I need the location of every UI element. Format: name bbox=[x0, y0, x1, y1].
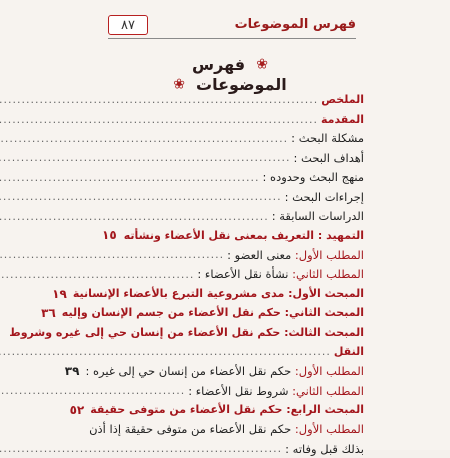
toc-entry-text: المبحث الثالث: حكم نقل الأعضاء من إنسان حي إلى غيره وشروط bbox=[9, 325, 364, 339]
toc-entry-text: منهج البحث وحدوده : bbox=[262, 170, 364, 185]
toc-entry bbox=[102, 109, 364, 128]
toc-entry-label bbox=[90, 403, 364, 416]
toc-entry-prefix: المطلب الأول: bbox=[294, 422, 364, 437]
toc-entry-text: إجراءات البحث : bbox=[284, 189, 364, 204]
toc-entry-page-number: ١٥ bbox=[102, 228, 117, 243]
toc-entry-prefix: المطلب الأول: bbox=[294, 364, 364, 379]
toc-entry-text: المبحث الأول: مدى مشروعية التبرع بالأعضاء الإنسانية bbox=[72, 287, 364, 301]
header-title: فهرس الموضوعات bbox=[234, 17, 356, 32]
running-header bbox=[108, 16, 356, 39]
toc-entry-label bbox=[197, 267, 364, 281]
toc-entry-text: المقدمة bbox=[320, 112, 364, 126]
toc-entry bbox=[102, 129, 364, 148]
toc-entry-text: معنى العضو : bbox=[227, 247, 295, 262]
toc-entry-text: الدراسات السابقة : bbox=[271, 209, 364, 224]
page-title: فهرس الموضوعات bbox=[192, 55, 287, 94]
toc-entry-page-number: ٣٩ bbox=[64, 364, 80, 379]
flower-ornament-icon: ❀ bbox=[173, 76, 185, 93]
toc-entry bbox=[41, 303, 364, 322]
toc-entry bbox=[102, 439, 364, 458]
dot-leader bbox=[0, 132, 288, 145]
toc-entry-label bbox=[272, 209, 364, 223]
toc-entry bbox=[102, 342, 364, 361]
toc-entry-page-number: ١٩ bbox=[52, 286, 67, 301]
toc-entry-label bbox=[89, 422, 364, 436]
toc-entry-text: النقل bbox=[333, 345, 364, 359]
toc-entry bbox=[102, 168, 364, 187]
toc-entry-text: شروط نقل الأعضاء : bbox=[188, 383, 293, 398]
toc-entry-text: الملخص bbox=[321, 93, 364, 107]
toc-entry-text: حكم نقل الأعضاء من متوفى حقيقة إذا أذن bbox=[89, 422, 295, 437]
toc-entry-text: مشكلة البحث : bbox=[291, 131, 364, 146]
toc-entry-label bbox=[291, 131, 364, 145]
toc-entry bbox=[52, 284, 364, 303]
toc-entry bbox=[102, 187, 364, 206]
toc-title-block bbox=[150, 54, 310, 94]
toc-entry bbox=[102, 226, 364, 245]
toc-entry bbox=[102, 245, 364, 264]
toc-entry bbox=[102, 148, 364, 167]
toc-entry bbox=[89, 420, 364, 439]
toc-entry-text: بذلك قبل وفاته : bbox=[285, 441, 364, 456]
toc-entry-text: المبحث الرابع: حكم نقل الأعضاء من متوفى حقيقة bbox=[90, 403, 364, 417]
toc-entry-label bbox=[321, 113, 364, 126]
toc-entry-page-number: ٥٢ bbox=[69, 402, 85, 417]
toc-entry-label bbox=[73, 287, 364, 300]
toc-entry-text: نشأة نقل الأعضاء : bbox=[197, 267, 293, 282]
toc-entry-label bbox=[263, 170, 364, 184]
toc-entry-label bbox=[285, 442, 364, 456]
toc-entry bbox=[102, 381, 364, 400]
toc-entry bbox=[64, 361, 364, 380]
dot-leader bbox=[0, 268, 194, 281]
dot-leader bbox=[0, 151, 291, 164]
toc-entry-prefix: المطلب الأول: bbox=[294, 247, 364, 262]
toc-entry bbox=[69, 400, 364, 419]
flower-ornament-icon: ❀ bbox=[256, 56, 268, 73]
toc-entry-label bbox=[334, 345, 364, 358]
dot-leader bbox=[0, 442, 282, 455]
dot-leader bbox=[0, 345, 331, 358]
dot-leader bbox=[0, 93, 318, 106]
toc-entry-label bbox=[62, 306, 364, 319]
dot-leader bbox=[0, 248, 224, 261]
toc-entry-prefix: المطلب الثاني: bbox=[292, 267, 364, 282]
dot-leader bbox=[0, 210, 269, 223]
toc-entry-label bbox=[285, 190, 364, 204]
dot-leader bbox=[0, 171, 260, 184]
page-number-badge: ٨٧ bbox=[108, 15, 148, 35]
toc-entry-label bbox=[9, 326, 364, 339]
toc-entry bbox=[102, 206, 364, 225]
dot-leader bbox=[120, 229, 121, 242]
toc-entry bbox=[9, 323, 364, 342]
toc-entry bbox=[102, 90, 364, 109]
toc-entry-label bbox=[321, 93, 364, 106]
toc-entry-label bbox=[124, 229, 364, 242]
dot-leader bbox=[0, 113, 318, 126]
toc-entry-label bbox=[227, 248, 364, 262]
toc-entry bbox=[102, 265, 364, 284]
toc-entry-text: أهداف البحث : bbox=[293, 150, 364, 165]
dot-leader bbox=[0, 190, 282, 203]
table-of-contents bbox=[9, 90, 364, 458]
toc-entry-label bbox=[188, 384, 364, 398]
toc-entry-text: المبحث الثاني: حكم نقل الأعضاء من جسم الإنسان وإليه bbox=[61, 306, 364, 320]
toc-entry-page-number: ٣٦ bbox=[41, 305, 56, 320]
toc-entry-label bbox=[294, 151, 364, 165]
toc-entry-label bbox=[85, 364, 364, 378]
toc-entry-prefix: المطلب الثاني: bbox=[292, 383, 364, 398]
toc-entry-text: حكم نقل الأعضاء من إنسان حي إلى غيره : bbox=[85, 364, 295, 379]
dot-leader bbox=[0, 384, 185, 397]
toc-entry-text: التمهيد : التعريف بمعنى نقل الأعضاء ونشأته bbox=[123, 228, 364, 242]
